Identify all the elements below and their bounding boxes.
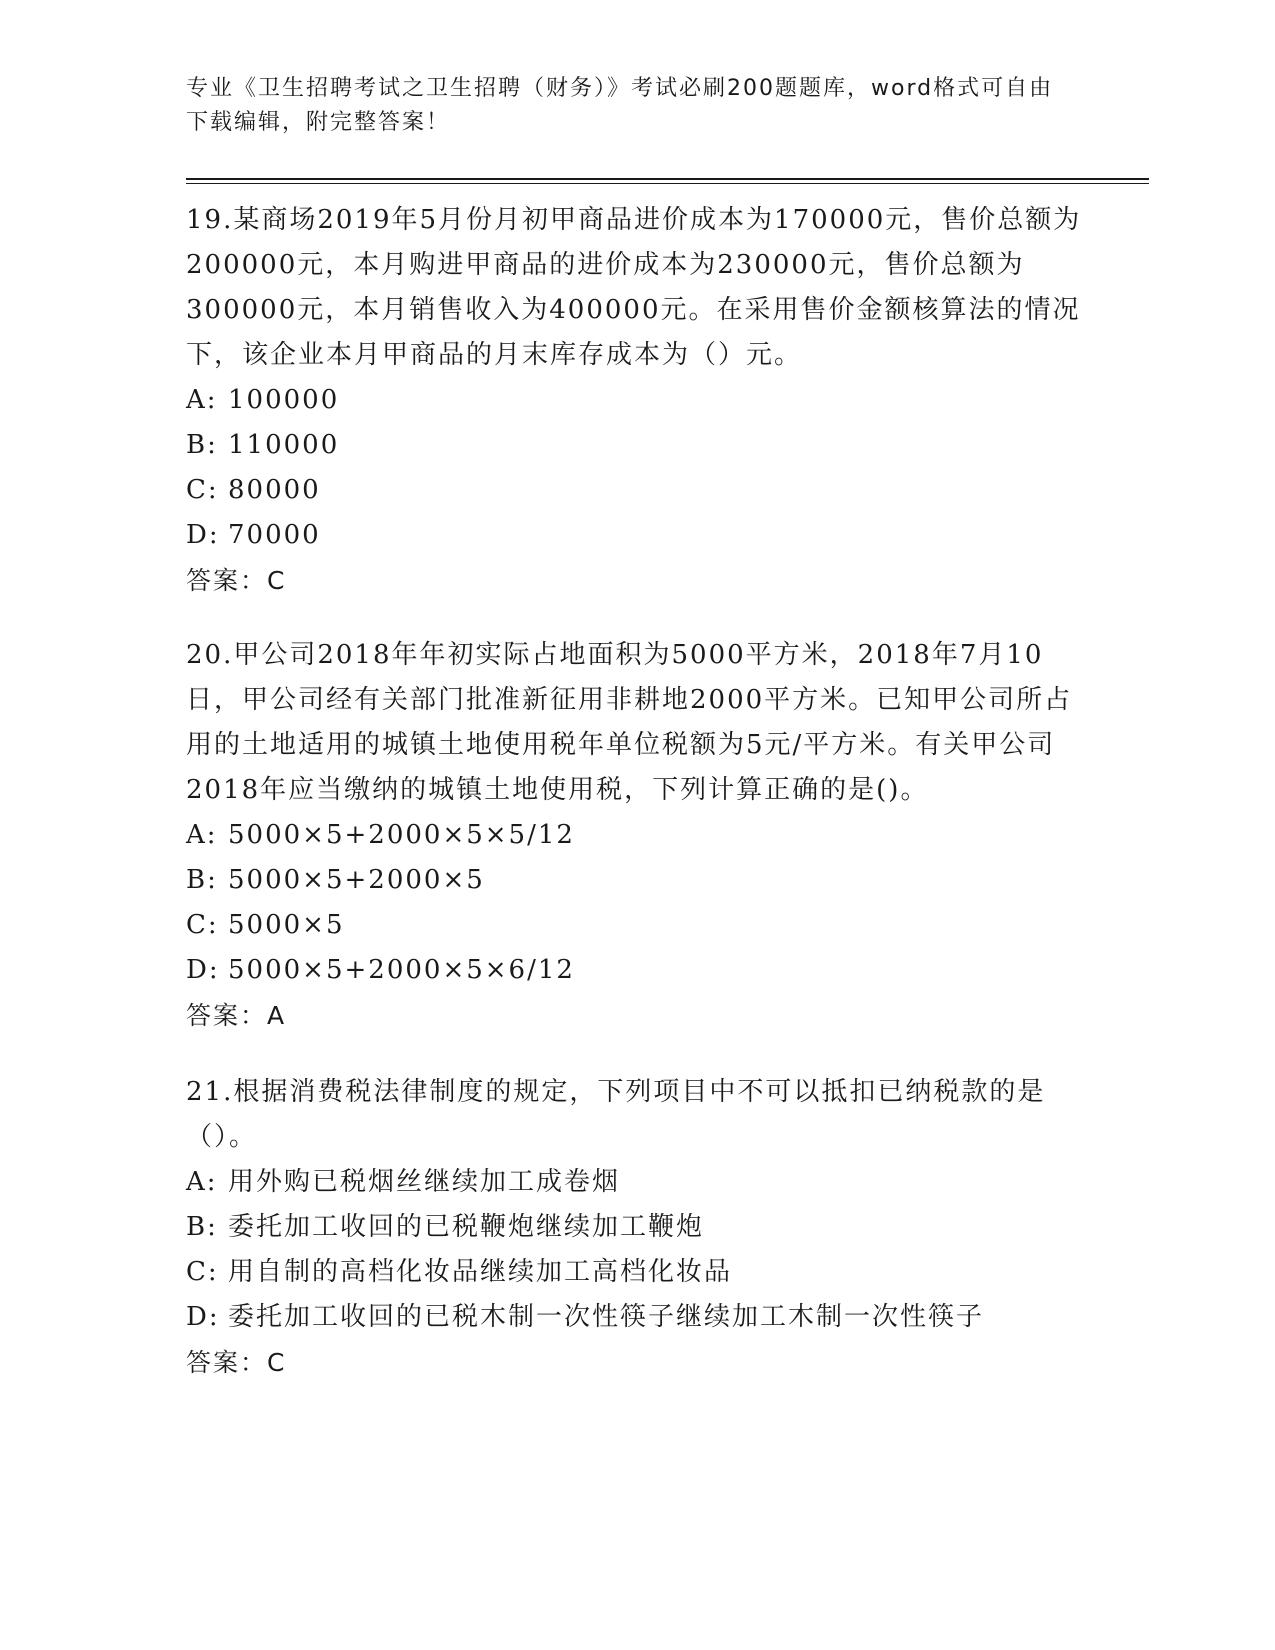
question-stem: 20.甲公司2018年年初实际占地面积为5000平方米，2018年7月10日，甲公司经有关部门批准新征用非耕地2000平方米。已知甲公司所占用的土地适用的城镇土地使用税年单位税额为5元/平方米。有关甲公司2018年应当缴纳的城镇土地使用税，下列计算正确的是()。 — [186, 640, 1073, 805]
header-divider-thick — [186, 178, 1149, 180]
option-key: D: — [186, 1302, 220, 1332]
option-text: 委托加工收回的已税木制一次性筷子继续加工木制一次性筷子 — [228, 1302, 985, 1332]
option-a — [186, 1160, 1086, 1205]
option-text: 80000 — [228, 475, 321, 505]
option-text: 100000 — [228, 385, 340, 415]
question-20 — [186, 633, 1086, 1038]
option-text: 5000×5+2000×5×5/12 — [228, 820, 575, 850]
option-c — [186, 1250, 1086, 1295]
question-stem: 21.根据消费税法律制度的规定，下列项目中不可以抵扣已纳税款的是（）。 — [186, 1077, 1046, 1152]
option-key: A: — [186, 1167, 218, 1197]
option-d — [186, 513, 1086, 558]
question-19 — [186, 198, 1086, 603]
question-21 — [186, 1070, 1086, 1385]
option-key: D: — [186, 520, 220, 550]
option-text: 委托加工收回的已税鞭炮继续加工鞭炮 — [228, 1212, 705, 1242]
option-key: A: — [186, 820, 218, 850]
option-d — [186, 948, 1086, 993]
option-key: C: — [186, 475, 219, 505]
option-text: 用自制的高档化妆品继续加工高档化妆品 — [228, 1257, 733, 1287]
option-key: B: — [186, 430, 218, 460]
option-text: 5000×5 — [228, 910, 345, 940]
answer-line: 答案：A — [186, 1001, 287, 1030]
option-c — [186, 903, 1086, 948]
option-a — [186, 813, 1086, 858]
question-stem: 19.某商场2019年5月份月初甲商品进价成本为170000元，售价总额为200000元，本月购进甲商品的进价成本为230000元，售价总额为300000元，本月销售收入为400000元。在采用售价金额核算法的情况下，该企业本月甲商品的月末库存成本为（）元。 — [186, 205, 1082, 370]
option-key: C: — [186, 1257, 219, 1287]
document-header: 专业《卫生招聘考试之卫生招聘（财务）》考试必刷200题题库，word格式可自由下载编辑，附完整答案！ — [186, 76, 1054, 135]
option-key: B: — [186, 865, 218, 895]
option-text: 用外购已税烟丝继续加工成卷烟 — [228, 1167, 621, 1197]
option-b — [186, 858, 1086, 903]
option-text: 5000×5+2000×5×6/12 — [228, 955, 575, 985]
answer-line: 答案：C — [186, 1348, 287, 1377]
option-text: 110000 — [228, 430, 340, 460]
option-key: D: — [186, 955, 220, 985]
option-c — [186, 468, 1086, 513]
option-key: C: — [186, 910, 219, 940]
option-key: A: — [186, 385, 218, 415]
option-text: 70000 — [228, 520, 321, 550]
header-divider-thin — [186, 183, 1149, 184]
option-b — [186, 1205, 1086, 1250]
option-d — [186, 1295, 1086, 1340]
option-b — [186, 423, 1086, 468]
option-a — [186, 378, 1086, 423]
option-text: 5000×5+2000×5 — [228, 865, 485, 895]
option-key: B: — [186, 1212, 218, 1242]
answer-line: 答案：C — [186, 566, 287, 595]
